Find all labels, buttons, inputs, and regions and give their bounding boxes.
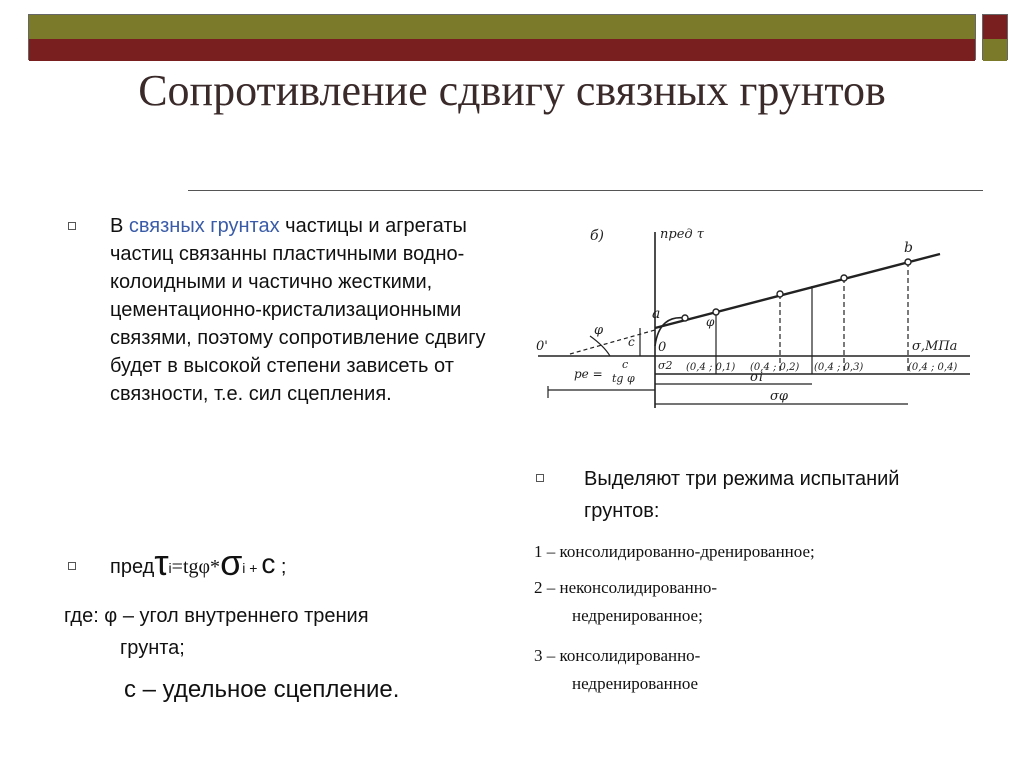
where-phi	[64, 600, 484, 664]
mode-2-line1: 2 – неконсолидированно-	[534, 578, 717, 597]
phi-label: φ	[594, 323, 604, 338]
corner-maroon	[983, 15, 1007, 39]
where-c: с – удельное сцепление.	[124, 676, 400, 703]
formula-sub-i2: i	[242, 560, 246, 576]
point	[777, 291, 783, 297]
tick-label: (0,4 ; 0,3)	[814, 362, 864, 373]
extension-line	[570, 330, 655, 354]
pe-label: pe =	[574, 367, 603, 381]
mode-1-text: 1 – консолидированно-дренированное;	[534, 542, 815, 561]
modes-heading: Выделяют три режима испытаний грунтов:	[584, 468, 900, 522]
intro-after: частицы и агрегаты частиц связанны пластичными водно-колоидными и частично жесткими, цементационно-кристализационными связями, поэтому сопротивление сдвигу будет в высокой степени зависеть от связности, т.е. сил сцепления.	[110, 215, 486, 405]
header-bar-olive-stripe	[29, 15, 975, 39]
y-axis-label: пред τ	[660, 227, 704, 242]
header-bar	[28, 14, 976, 60]
tick-label: (0,4 ; 0,4)	[908, 362, 958, 373]
shear-diagram	[530, 218, 980, 418]
strength-line	[655, 254, 940, 328]
corner-olive	[983, 39, 1007, 61]
origin-shift-label: 0'	[536, 339, 548, 354]
formula-tau: τ	[154, 542, 169, 583]
formula-end: ;	[275, 556, 287, 578]
point	[841, 275, 847, 281]
intro-paragraph	[110, 212, 490, 408]
mode-item-1	[534, 538, 994, 566]
mode-3-line2: недренированное	[572, 674, 699, 693]
tick-label: (0,4 ; 0,2)	[750, 362, 800, 373]
intro-before: В	[110, 215, 129, 237]
formula-sub-i: i	[168, 560, 172, 576]
sigma-i-label: σi	[750, 370, 764, 385]
sigma-2-label: σ2	[658, 359, 673, 372]
title-divider	[188, 190, 983, 191]
header-bar-maroon-stripe	[29, 39, 975, 61]
formula-sigma: σ	[220, 542, 243, 583]
mode-item-2	[534, 574, 994, 630]
point	[682, 315, 688, 321]
formula-pred: пред	[110, 556, 155, 578]
bullet-square-icon	[68, 222, 76, 230]
c-label: c	[628, 335, 635, 349]
where-phi-line2: грунта;	[120, 637, 185, 659]
bullet-square-icon	[536, 474, 544, 482]
formula-c: c	[261, 548, 276, 579]
where-phi-line1: где: φ – угол внутреннего трения	[64, 605, 369, 627]
bullet-square-icon	[68, 562, 76, 570]
mode-2-line2: недренированное;	[572, 606, 703, 625]
point-b-label: b	[904, 240, 913, 256]
sigma-phi-label: σφ	[770, 389, 788, 404]
intro-highlight: связных грунтах	[128, 215, 280, 237]
phi-label-2: φ	[706, 315, 715, 329]
point-a-label: a	[652, 306, 661, 322]
formula-mid: =tgφ*	[171, 556, 221, 578]
tick-label: (0,4 ; 0,1)	[686, 362, 736, 373]
x-axis-label: σ,МПа	[912, 339, 958, 354]
formula-plus: +	[245, 560, 262, 576]
shear-formula	[110, 542, 287, 583]
pe-denominator: tg φ	[612, 372, 635, 385]
mode-item-3	[534, 642, 994, 698]
pe-numerator: c	[622, 358, 629, 371]
point	[905, 259, 911, 265]
header-corner-block	[982, 14, 1008, 60]
slide-title: Сопротивление сдвигу связных грунтов	[138, 66, 886, 115]
diagram-panel-label: б)	[590, 228, 605, 244]
origin-label: 0	[658, 340, 667, 355]
mode-3-line1: 3 – консолидированно-	[534, 646, 701, 665]
